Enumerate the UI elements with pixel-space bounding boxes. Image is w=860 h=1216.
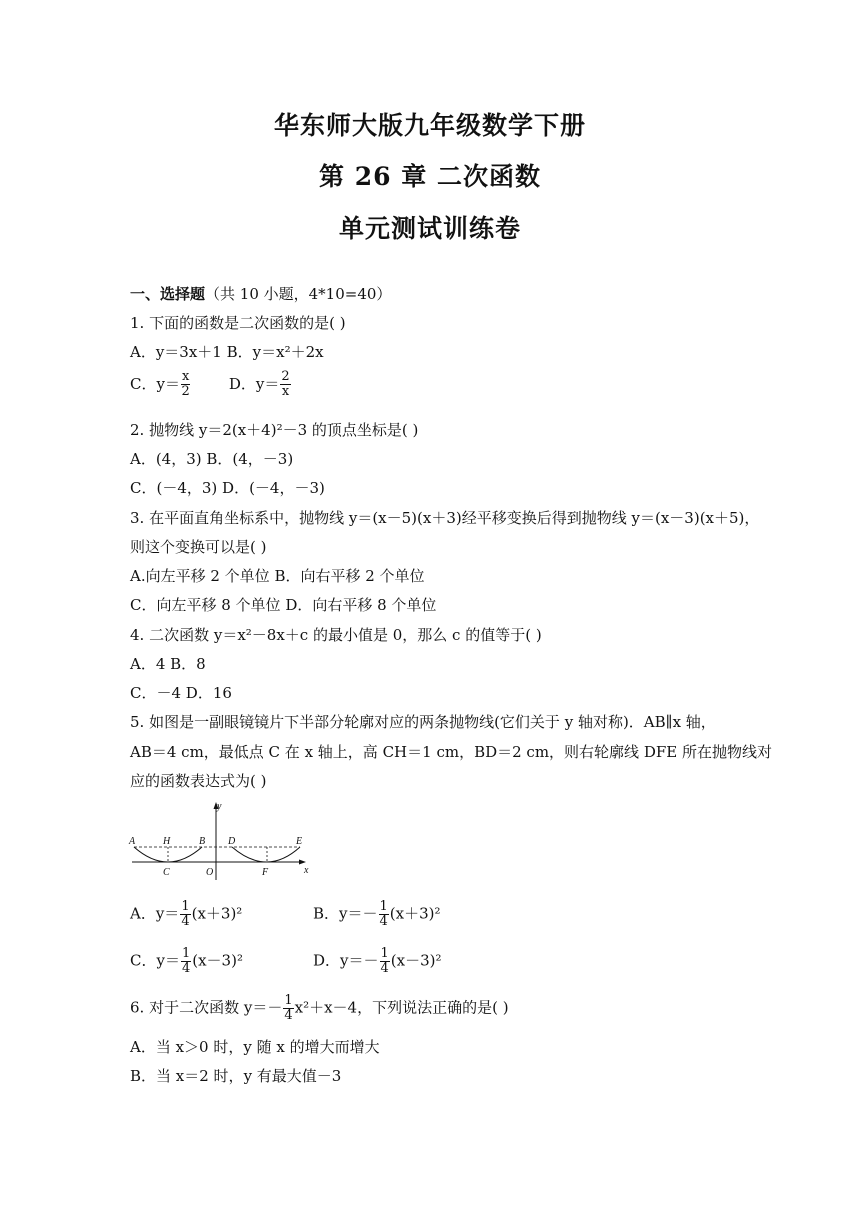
label-a: A	[129, 836, 136, 847]
q4-stem: 4. 二次函数 y＝x²－8x＋c 的最小值是 0，那么 c 的值等于( )	[130, 626, 542, 644]
glasses-parabola-figure	[128, 800, 318, 880]
label-x: x	[304, 865, 309, 876]
q2-stem: 2. 抛物线 y＝2(x＋4)²－3 的顶点坐标是( )	[130, 421, 419, 439]
fraction: $\frac{1}{4}$	[380, 946, 389, 976]
q5-option-b: B．y＝－ $\frac{1}{4}$ (x＋3)²	[313, 899, 441, 929]
q5-option-c: C．y＝ $\frac{1}{4}$ (x－3)²	[130, 946, 243, 976]
q5-stem-line2: AB＝4 cm，最低点 C 在 x 轴上，高 CH＝1 cm，BD＝2 cm，则右轮廓线 DFE 所在抛物线对	[130, 743, 772, 761]
q1-stem: 1. 下面的函数是二次函数的是( )	[130, 314, 346, 332]
q3-options-cd: C．向左平移 8 个单位 D．向右平移 8 个单位	[130, 596, 437, 614]
q3-stem-line1: 3. 在平面直角坐标系中，抛物线 y＝(x－5)(x＋3)经平移变换后得到抛物线 y＝(x－3)(x＋5)，	[130, 509, 760, 527]
section-note: （共 10 小题，4*10=40）	[205, 285, 392, 303]
doc-title-chapter: 第 26 章 二次函数	[319, 162, 541, 191]
fraction: $\frac{1}{4}$	[379, 899, 388, 929]
doc-title-sub: 单元测试训练卷	[338, 214, 521, 243]
label-h: H	[163, 836, 171, 847]
q1-option-d: D．y＝ $\frac{2}{x}$	[228, 369, 290, 399]
fraction: $\frac{1}{4}$	[284, 993, 293, 1023]
q5-stem-line1: 5. 如图是一副眼镜镜片下半部分轮廓对应的两条抛物线(它们关于 y 轴对称)．AB∥x 轴，	[130, 713, 716, 731]
q2-options-ab: A．(4，3) B．(4，－3)	[130, 450, 294, 468]
q6-stem: 6. 对于二次函数 y＝－ $\frac{1}{4}$ x²＋x－4，下列说法正确的是( )	[130, 993, 509, 1023]
section-heading	[130, 284, 391, 304]
q1-options-ab: A．y＝3x＋1 B．y＝x²＋2x	[130, 343, 324, 361]
label-o: O	[206, 867, 214, 878]
q1-option-c: C．y＝ $\frac{x}{2}$	[130, 369, 190, 399]
q3-stem-line2: 则这个变换可以是( )	[130, 538, 267, 556]
section-name: 一、选择题	[130, 285, 206, 303]
fraction: $\frac{x}{2}$	[181, 369, 190, 399]
q1-options-cd	[130, 370, 292, 399]
q4-options-ab: A．4 B．8	[130, 655, 206, 673]
q2-options-cd: C．(－4，3) D．(－4，－3)	[130, 479, 325, 497]
q5-stem-line3: 应的函数表达式为( )	[130, 772, 267, 790]
doc-title-main: 华东师大版九年级数学下册	[273, 111, 586, 140]
fraction: $\frac{1}{4}$	[181, 946, 191, 976]
label-d: D	[228, 836, 236, 847]
q3-options-ab: A.向左平移 2 个单位 B．向右平移 2 个单位	[130, 567, 425, 585]
right-parabola	[232, 847, 300, 862]
x-axis-arrow	[299, 860, 306, 865]
q6-option-a: A．当 x＞0 时，y 随 x 的增大而增大	[130, 1038, 380, 1056]
q6-option-b: B．当 x＝2 时，y 有最大值－3	[130, 1067, 342, 1085]
label-f: F	[262, 867, 269, 878]
label-c: C	[163, 867, 170, 878]
fraction: $\frac{1}{4}$	[181, 899, 190, 929]
q4-options-cd: C．－4 D．16	[130, 684, 232, 702]
fraction: $\frac{2}{x}$	[281, 369, 290, 399]
q5-option-d: D．y＝－ $\frac{1}{4}$ (x－3)²	[313, 946, 442, 976]
label-y: y	[217, 801, 222, 812]
label-b: B	[199, 836, 206, 847]
label-e: E	[296, 836, 303, 847]
q5-option-a: A．y＝ $\frac{1}{4}$ (x＋3)²	[130, 899, 243, 929]
